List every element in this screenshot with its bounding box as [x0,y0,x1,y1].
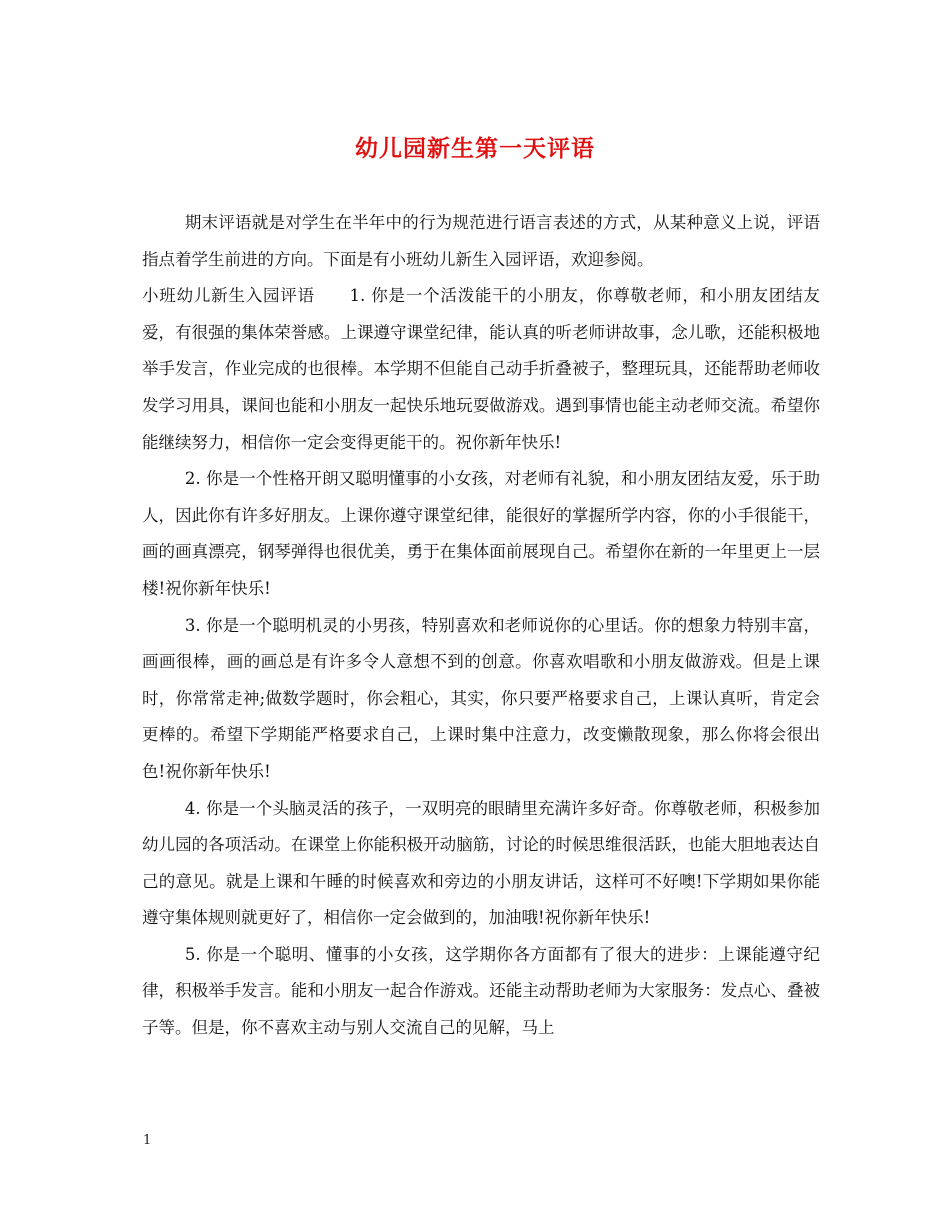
paragraph-comment-5: 5. 你是一个聪明、懂事的小女孩，这学期你各方面都有了很大的进步：上课能遵守纪律，积极举手发言。能和小朋友一起合作游戏。还能主动帮助老师为大家服务：发点心、叠被子等。但是，你不喜欢主动与别人交流自己的见解，马上 [142,944,820,1038]
paragraph-comment-2: 2. 你是一个性格开朗又聪明懂事的小女孩，对老师有礼貌，和小朋友团结友爱，乐于助人，因此你有许多好朋友。上课你遵守课堂纪律，能很好的掌握所学内容，你的小手很能干，画的画真漂亮，钢琴弹得也很优美，勇于在集体面前展现自己。希望你在新的一年里更上一层楼!祝你新年快乐! [142,469,820,598]
page-number: 1 [143,1133,152,1148]
paragraph-comment-3: 3. 你是一个聪明机灵的小男孩，特别喜欢和老师说你的心里话。你的想象力特别丰富，画画很棒，画的画总是有许多令人意想不到的创意。你喜欢唱歌和小朋友做游戏。但是上课时，你常常走神;做数学题时，你会粗心，其实，你只要严格要求自己，上课认真听，肯定会更棒的。希望下学期能严格要求自己，上课时集中注意力，改变懒散现象，那么你将会很出色!祝你新年快乐! [142,615,820,781]
paragraph-comment-1: 小班幼儿新生入园评语 1. 你是一个活泼能干的小朋友，你尊敬老师，和小朋友团结友爱，有很强的集体荣誉感。上课遵守课堂纪律，能认真的听老师讲故事，念儿歌，还能积极地举手发言，作业完成的也很棒。本学期不但能自己动手折叠被子，整理玩具，还能帮助老师收发学习用具，课间也能和小朋友一起快乐地玩耍做游戏。遇到事情也能主动老师交流。希望你能继续努力，相信你一定会变得更能干的。祝你新年快乐! [142,286,820,452]
paragraph-comment-4: 4. 你是一个头脑灵活的孩子，一双明亮的眼睛里充满许多好奇。你尊敬老师，积极参加幼儿园的各项活动。在课堂上你能积极开动脑筋，讨论的时候思维很活跃，也能大胆地表达自己的意见。就是上课和午睡的时候喜欢和旁边的小朋友讲话，这样可不好噢!下学期如果你能遵守集体规则就更好了，相信你一定会做到的，加油哦!祝你新年快乐! [142,798,820,928]
paragraph-intro: 期末评语就是对学生在半年中的行为规范进行语言表述的方式，从某种意义上说，评语指点着学生前进的方向。下面是有小班幼儿新生入园评语，欢迎参阅。 [142,213,820,269]
document-body [142,205,820,1047]
document-title: 幼儿园新生第一天评语 [355,135,595,162]
